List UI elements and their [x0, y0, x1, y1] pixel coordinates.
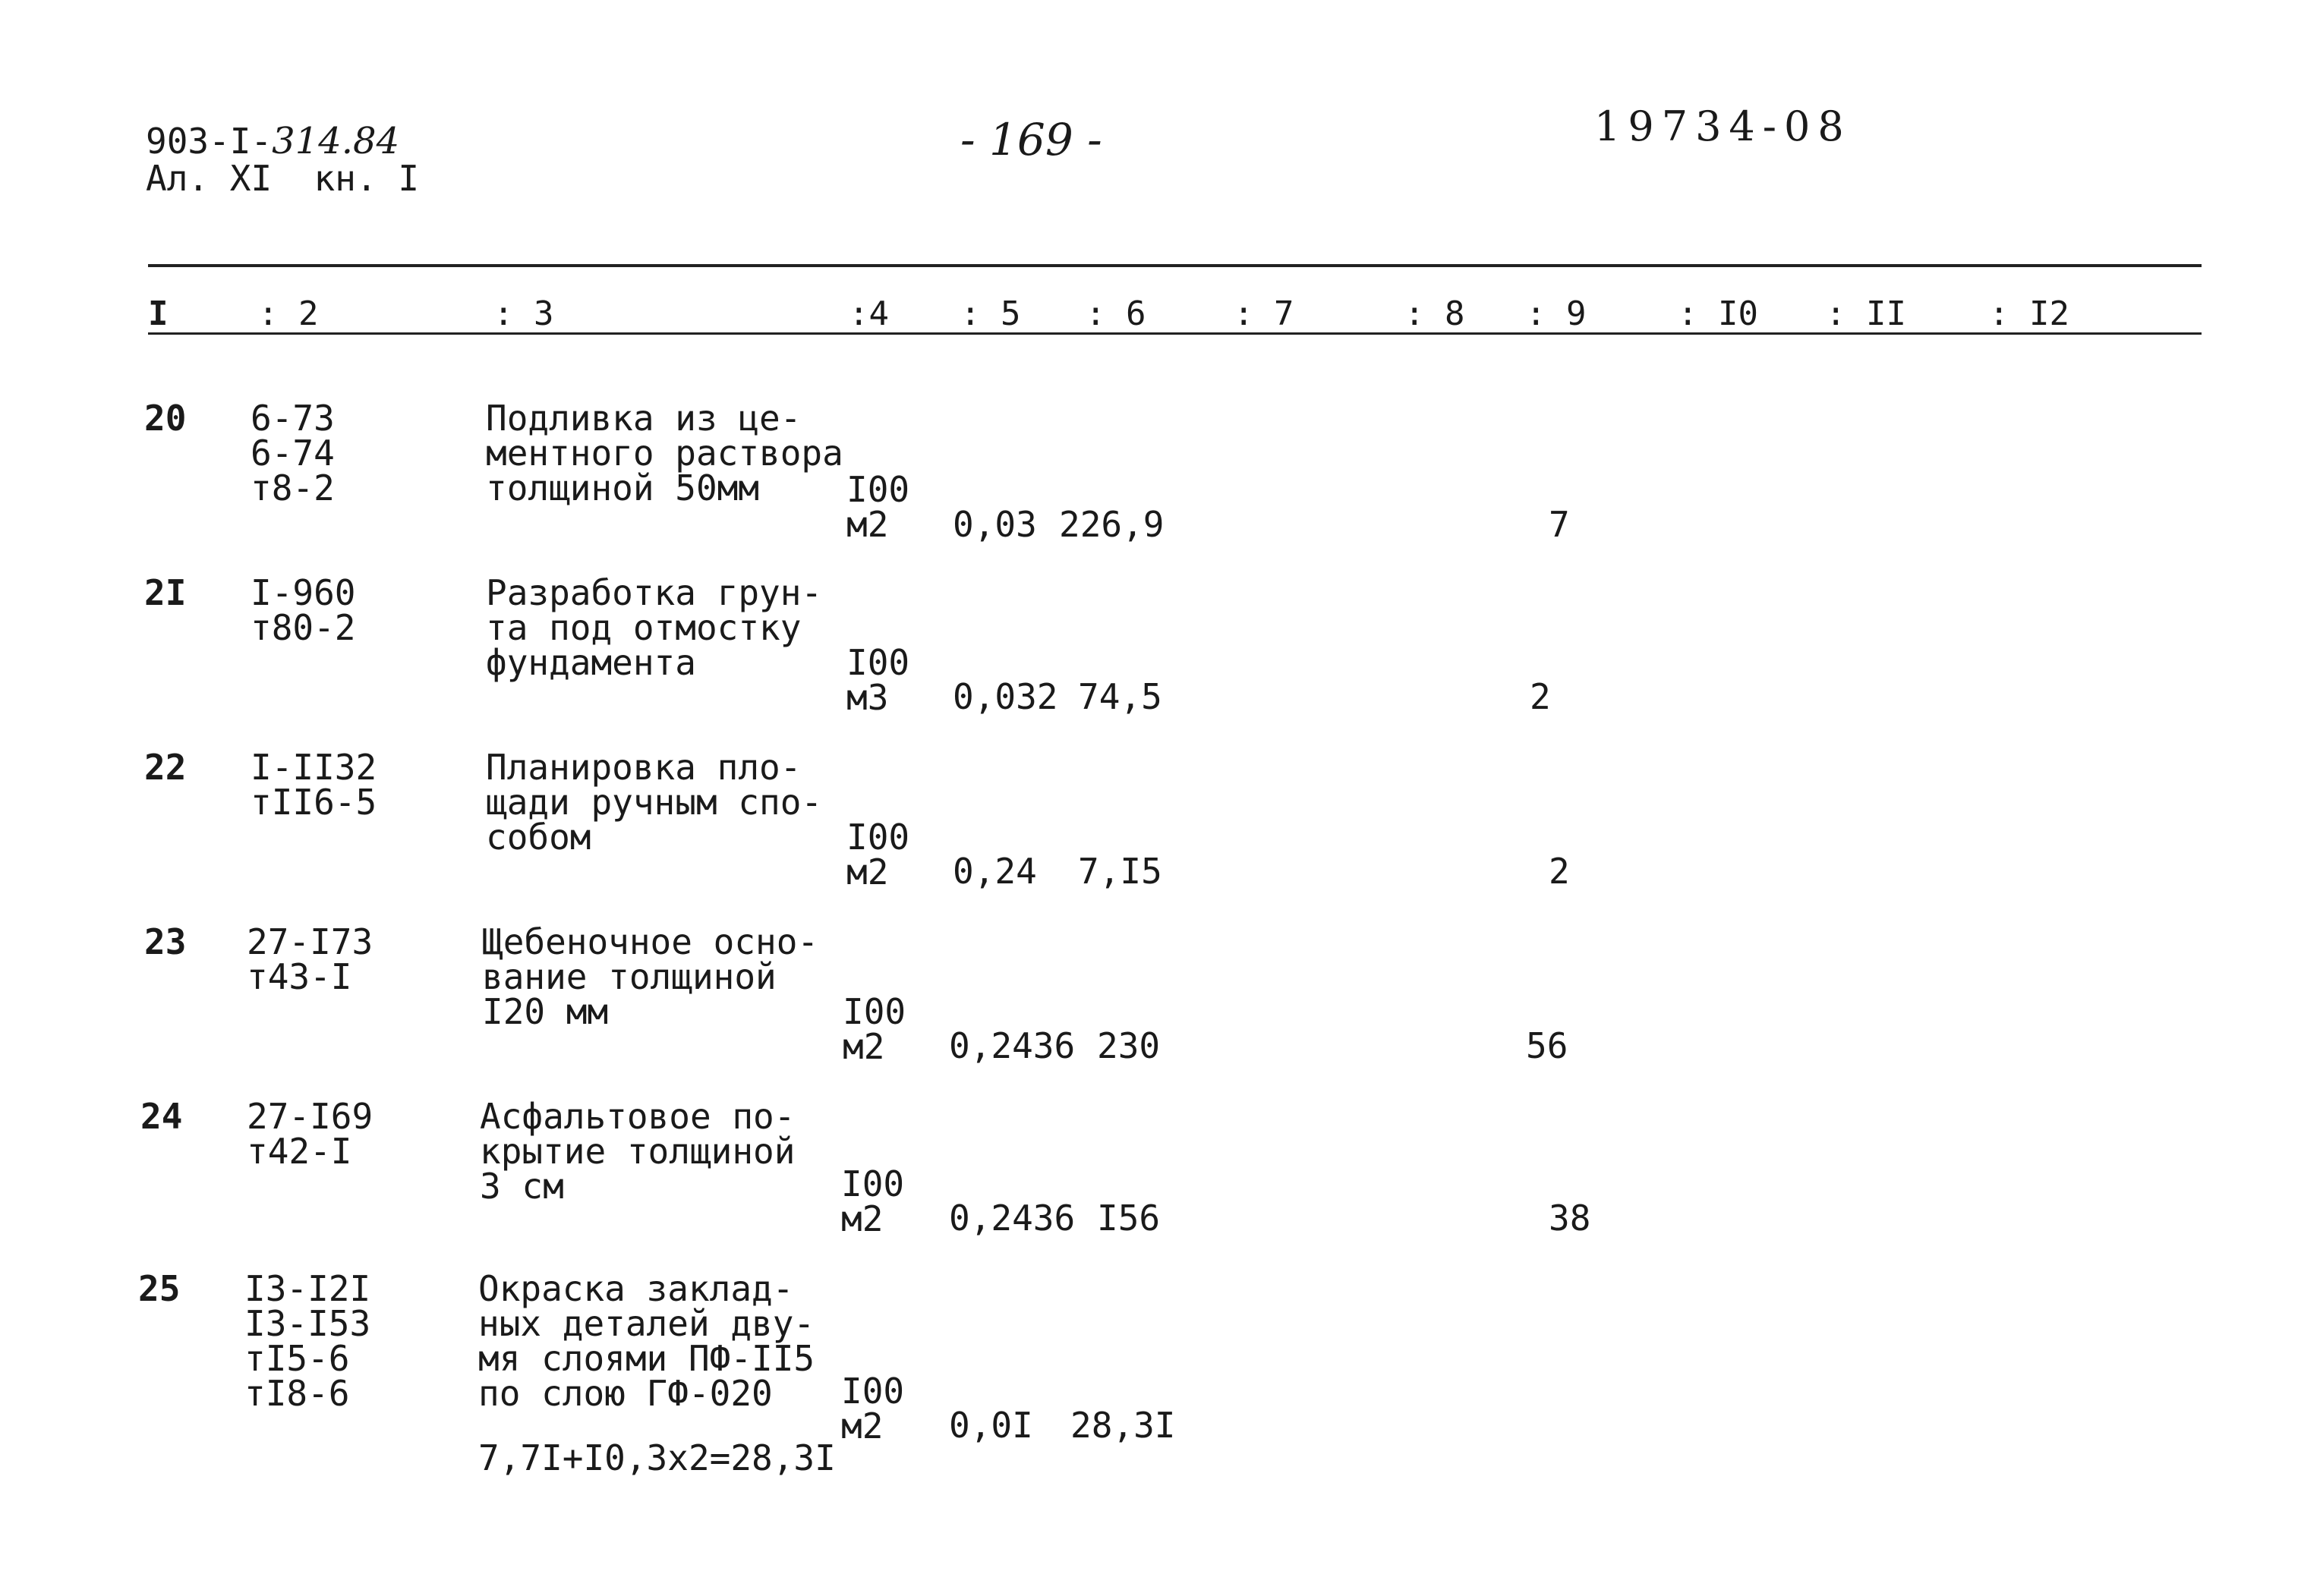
- row-price: I56: [1097, 1198, 1161, 1239]
- row-quantity: 0,2436: [949, 1025, 1076, 1066]
- row-number: 22: [144, 747, 187, 788]
- row-col9-value: 2: [1530, 676, 1551, 717]
- row-description: Планировка пло- щади ручным спо- собом: [486, 747, 823, 858]
- row-col9-value: 7: [1549, 504, 1570, 545]
- row-price: 226,9: [1059, 504, 1165, 545]
- row-calc-note: 7,7I+I0,3x2=28,3I: [478, 1437, 836, 1478]
- row-unit: I00 м2: [841, 1371, 905, 1446]
- row-price: 7,I5: [1078, 851, 1162, 892]
- row-unit: I00 м2: [846, 817, 910, 892]
- row-unit: I00 м3: [846, 642, 910, 718]
- row-number: 25: [138, 1268, 181, 1309]
- col-header-5: : 5: [960, 294, 1021, 333]
- doc-album-book: Ал. XI кн. I: [146, 158, 420, 199]
- row-codes: 27-I69 т42-I: [247, 1096, 374, 1172]
- doc-code-prefix: 903-I-: [146, 121, 273, 162]
- row-number: 23: [144, 921, 187, 962]
- row-description: Асфальтовое по- крытие толщиной 3 см: [480, 1096, 796, 1207]
- row-price: 28,3I: [1070, 1405, 1176, 1446]
- row-number: 24: [140, 1096, 183, 1137]
- row-codes: 27-I73 т43-I: [247, 921, 374, 997]
- archive-number: 19734-08: [1594, 102, 1852, 150]
- row-description: Щебеночное осно- вание толщиной I20 мм: [482, 921, 819, 1032]
- row-codes: I-II32 тII6-5: [251, 747, 377, 823]
- col-header-7: : 7: [1234, 294, 1294, 333]
- col-header-4: :4: [849, 294, 889, 333]
- col-header-3: : 3: [493, 294, 554, 333]
- row-price: 230: [1097, 1025, 1161, 1066]
- row-number: 2I: [144, 572, 187, 613]
- row-number: 20: [144, 398, 187, 439]
- row-unit: I00 м2: [843, 991, 906, 1067]
- row-codes: 6-73 6-74 т8-2: [251, 398, 335, 508]
- row-description: Подливка из це- ментного раствора толщиной 50мм: [486, 398, 843, 508]
- col-header-2: : 2: [258, 294, 319, 333]
- doc-code-handwritten: 314.84: [272, 120, 400, 162]
- row-col9-value: 38: [1549, 1198, 1591, 1239]
- row-unit: I00 м2: [846, 469, 910, 545]
- doc-code: [146, 120, 400, 162]
- col-header-11: : II: [1826, 294, 1906, 333]
- col-header-12: : I2: [1989, 294, 2069, 333]
- page-number: - 169 -: [960, 114, 1102, 165]
- row-description: Окраска заклад- ных деталей дву- мя слоями ПФ-II5 по слою ГФ-020: [478, 1268, 815, 1414]
- col-header-1: I: [148, 294, 169, 333]
- row-quantity: 0,2436: [949, 1198, 1076, 1239]
- row-quantity: 0,0I: [949, 1405, 1033, 1446]
- row-col9-value: 2: [1549, 851, 1570, 892]
- row-unit: I00 м2: [841, 1163, 905, 1239]
- row-codes: I3-I2I I3-I53 тI5-6 тI8-6: [244, 1268, 371, 1414]
- row-codes: I-960 т80-2: [251, 572, 356, 648]
- col-header-9: : 9: [1526, 294, 1587, 333]
- table-top-rule: [148, 264, 2202, 267]
- row-quantity: 0,032: [953, 676, 1058, 717]
- col-header-10: : I0: [1678, 294, 1758, 333]
- row-price: 74,5: [1078, 676, 1162, 717]
- col-header-6: : 6: [1086, 294, 1146, 333]
- col-header-8: : 8: [1404, 294, 1465, 333]
- row-description: Разработка грун- та под отмостку фундамента: [486, 572, 823, 683]
- row-quantity: 0,24: [953, 851, 1037, 892]
- row-col9-value: 56: [1526, 1025, 1568, 1066]
- row-quantity: 0,03: [953, 504, 1037, 545]
